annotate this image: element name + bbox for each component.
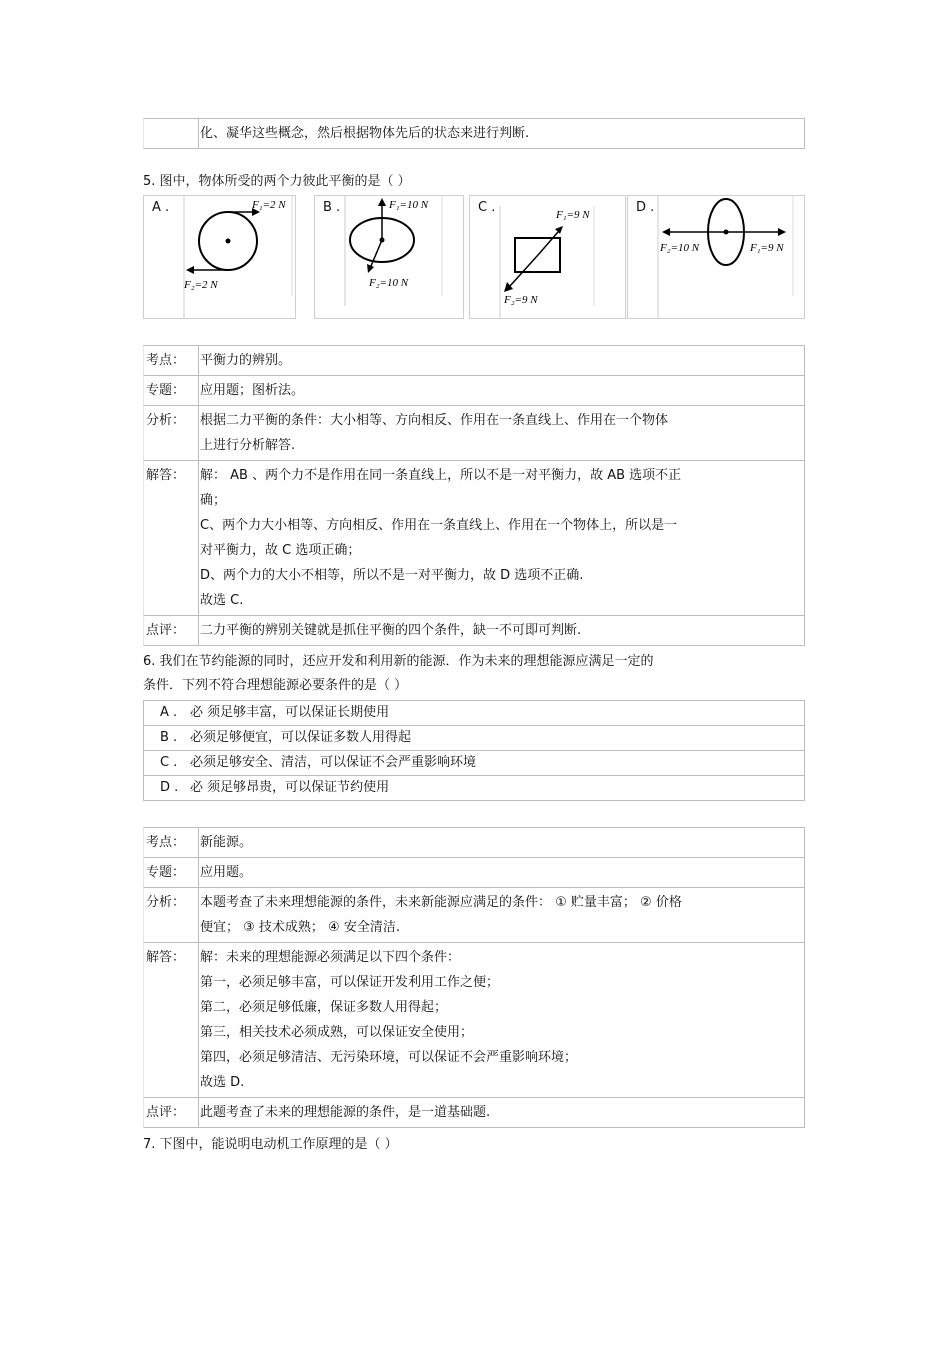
figure-c	[469, 195, 626, 319]
figure-a	[143, 195, 296, 319]
q6-options	[143, 700, 805, 801]
q6-fenxi-text	[198, 888, 804, 942]
option-key: A .	[160, 705, 178, 720]
q5-dianping-row	[143, 615, 805, 646]
q5-kaodian-label: 考点：	[146, 353, 186, 368]
question-6-stem-line: 6. 我们在节约能源的同时，还应开发和利用新的能源．作为未来的理想能源应满足一定的	[143, 654, 654, 669]
question-6-stem	[143, 650, 654, 698]
q6-jieda-text	[198, 943, 804, 1097]
q5-kaodian-text: 平衡力的辨别。	[198, 346, 804, 375]
q5-analysis-table	[143, 345, 805, 646]
option-key: B .	[160, 730, 178, 745]
q6-option-a[interactable]	[143, 700, 805, 725]
q6-kaodian-text: 新能源。	[198, 828, 804, 857]
q6-dianping-label: 点评：	[146, 1105, 186, 1120]
figure-d-f2-label: F₂=10 N	[660, 242, 700, 254]
q6-zhuanti-row	[143, 857, 805, 887]
q6-dianping-text: 此题考查了未来的理想能源的条件，是一道基础题.	[198, 1098, 804, 1127]
q6-fenxi-row	[143, 887, 805, 942]
q5-zhuanti-label: 专题：	[146, 383, 186, 398]
prev-answer-row	[143, 118, 805, 149]
q6-zhuanti-text: 应用题。	[198, 858, 804, 887]
figure-c-f2-label: F₂=9 N	[504, 294, 538, 306]
figure-a-f1-label: F₁=2 N	[252, 199, 286, 211]
q5-jieda-row	[143, 460, 805, 615]
q6-kaodian-row	[143, 827, 805, 857]
q6-option-d[interactable]	[143, 775, 805, 801]
figure-d-diagram	[628, 196, 804, 318]
q5-jieda-text	[198, 461, 804, 615]
figure-d	[627, 195, 805, 319]
q6-jieda-line: 解：未来的理想能源必须满足以下四个条件：	[200, 950, 461, 965]
figure-c-f1-label: F₁=9 N	[556, 209, 590, 221]
q5-jieda-line: 对平衡力，故 C 选项正确；	[200, 543, 361, 558]
figure-c-letter: C .	[478, 200, 496, 215]
q5-jieda-line: 解： AB 、两个力不是作用在同一条直线上，所以不是一对平衡力，故 AB 选项不正	[200, 468, 682, 483]
q5-jieda-label: 解答：	[146, 468, 186, 483]
figure-b	[314, 195, 464, 319]
option-key: C .	[160, 755, 178, 770]
question-6-stem-line: 条件．下列不符合理想能源必要条件的是（ ）	[143, 678, 408, 693]
question-5-stem: 5. 图中，物体所受的两个力彼此平衡的是（ ）	[143, 174, 411, 189]
q5-fenxi-line: 根据二力平衡的条件：大小相等、方向相反、作用在一条直线上、作用在一个物体	[200, 413, 669, 428]
q5-kaodian-row	[143, 345, 805, 375]
q6-jieda-row	[143, 942, 805, 1097]
q6-jieda-line: 第四，必须足够清洁、无污染环境，可以保证不会严重影响环境；	[200, 1050, 578, 1065]
q5-jieda-line: 确；	[200, 493, 227, 508]
figure-a-letter: A .	[152, 200, 170, 215]
q6-jieda-line: 故选 D.	[200, 1075, 245, 1090]
figure-b-f2-label: F₂=10 N	[369, 277, 409, 289]
prev-answer-text: 化、凝华这些概念，然后根据物体先后的状态来进行判断.	[198, 119, 804, 148]
q6-kaodian-label: 考点：	[146, 835, 186, 850]
q5-dianping-text: 二力平衡的辨别关键就是抓住平衡的四个条件，缺一不可即可判断.	[198, 616, 804, 645]
q5-fenxi-label: 分析：	[146, 413, 186, 428]
q5-fenxi-text	[198, 406, 804, 460]
q6-jieda-line: 第一，必须足够丰富，可以保证开发利用工作之便；	[200, 975, 500, 990]
q5-fenxi-row	[143, 405, 805, 460]
q6-analysis-table	[143, 827, 805, 1128]
q6-jieda-line: 第二，必须足够低廉，保证多数人用得起；	[200, 1000, 448, 1015]
option-key: D .	[160, 780, 179, 795]
q5-jieda-line: D、两个力的大小不相等，所以不是一对平衡力，故 D 选项不正确.	[200, 568, 584, 583]
figure-d-letter: D .	[636, 200, 655, 215]
option-text: 必须足够安全、清洁，可以保证不会严重影响环境	[190, 755, 477, 770]
q6-option-b[interactable]	[143, 725, 805, 750]
figure-a-f2-label: F₂=2 N	[184, 279, 218, 291]
q5-zhuanti-text: 应用题；图析法。	[198, 376, 804, 405]
option-text: 必 须足够昂贵，可以保证节约使用	[190, 780, 390, 795]
prev-answer-table	[143, 118, 805, 149]
question-7-stem: 7. 下图中，能说明电动机工作原理的是（ ）	[143, 1137, 398, 1152]
option-text: 必 须足够丰富，可以保证长期使用	[190, 705, 390, 720]
figure-d-f1-label: F₁=9 N	[750, 242, 784, 254]
q6-dianping-row	[143, 1097, 805, 1128]
option-text: 必须足够便宜，可以保证多数人用得起	[190, 730, 412, 745]
q5-jieda-line: C、两个力大小相等、方向相反、作用在一条直线上、作用在一个物体上，所以是一	[200, 518, 678, 533]
q6-fenxi-line: 便宜； ③ 技术成熟； ④ 安全清洁.	[200, 920, 400, 935]
q6-fenxi-line: 本题考查了未来理想能源的条件，未来新能源应满足的条件： ① 贮量丰富； ② 价格	[200, 895, 682, 910]
q5-fenxi-line: 上进行分析解答.	[200, 438, 296, 453]
q5-zhuanti-row	[143, 375, 805, 405]
figure-b-letter: B .	[323, 200, 341, 215]
q6-jieda-line: 第三，相关技术必须成熟，可以保证安全使用；	[200, 1025, 474, 1040]
q6-jieda-label: 解答：	[146, 950, 186, 965]
q6-fenxi-label: 分析：	[146, 895, 186, 910]
q5-dianping-label: 点评：	[146, 623, 186, 638]
figure-b-f1-label: F₁=10 N	[389, 199, 429, 211]
q6-option-c[interactable]	[143, 750, 805, 775]
q6-zhuanti-label: 专题：	[146, 865, 186, 880]
q5-jieda-line: 故选 C.	[200, 593, 244, 608]
